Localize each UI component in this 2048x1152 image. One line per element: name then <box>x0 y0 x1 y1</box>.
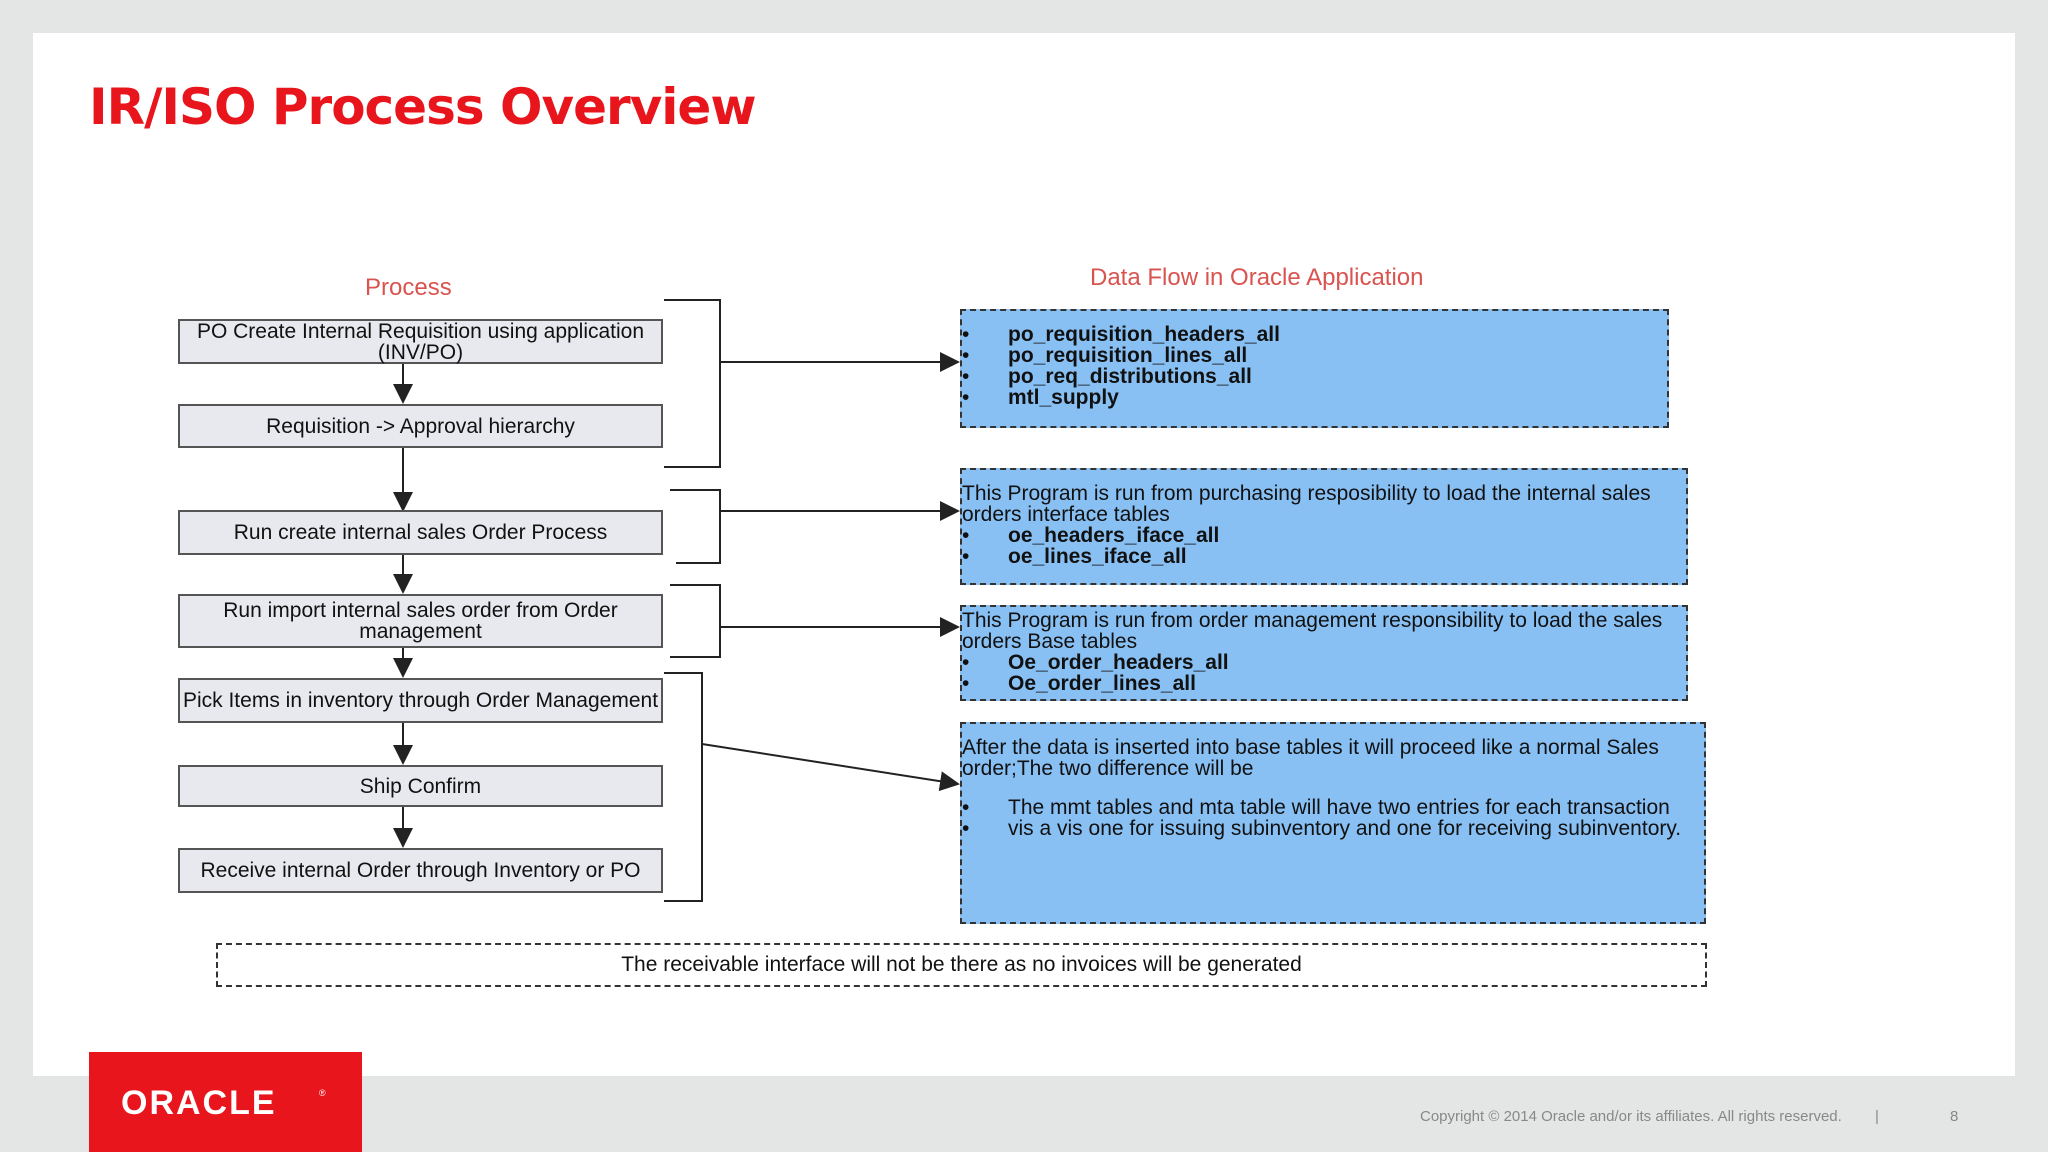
process-heading: Process <box>365 274 452 301</box>
slide-title: IR/ISO Process Overview <box>89 78 756 136</box>
process-step-6 <box>178 765 663 807</box>
dataflow-4-bullet-1: • The mmt tables and mta table will have two entries for each transaction <box>962 797 1700 818</box>
dataflow-4-bullet-2: • vis a vis one for issuing subinventory and one for receiving subinventory. <box>962 818 1700 839</box>
process-step-4 <box>178 594 663 648</box>
registered-mark-icon: ® <box>318 1088 326 1098</box>
dataflow-box-2 <box>960 468 1688 585</box>
bracket-4 <box>664 673 702 901</box>
dataflow-box-1 <box>960 309 1669 428</box>
dataflow-box-4 <box>960 722 1706 924</box>
process-step-3-label: Run create internal sales Order Process <box>233 521 608 544</box>
dataflow-1-bullet-1: • po_requisition_headers_all <box>962 324 1667 345</box>
process-step-7-label: Receive internal Order through Inventory or PO <box>200 859 641 882</box>
flow-arrow-4 <box>702 744 958 784</box>
process-step-7 <box>178 848 663 893</box>
dataflow-3-bullet-1: • Oe_order_headers_all <box>962 652 1682 673</box>
dataflow-4-intro: After the data is inserted into base tables it will proceed like a normal Sales order;The two difference will be <box>962 736 1659 780</box>
dataflow-3-intro: This Program is run from order management responsibility to load the sales orders Base tables <box>962 609 1663 653</box>
receivable-note: The receivable interface will not be there as no invoices will be generated <box>216 943 1707 987</box>
copyright-text: Copyright © 2014 Oracle and/or its affiliates. All rights reserved. <box>1420 1108 1842 1125</box>
oracle-logo <box>89 1052 362 1152</box>
process-step-3 <box>178 510 663 555</box>
dataflow-1-bullet-2: • po_requisition_lines_all <box>962 345 1667 366</box>
process-step-2 <box>178 404 663 448</box>
dataflow-1-bullet-4: • mtl_supply <box>962 387 1667 408</box>
process-step-2-label: Requisition -> Approval hierarchy <box>266 414 575 438</box>
oracle-logo-wordmark <box>121 1082 331 1122</box>
dataflow-3-bullet-2: • Oe_order_lines_all <box>962 673 1682 694</box>
dataflow-2-bullet-2: • oe_lines_iface_all <box>962 546 1682 567</box>
process-step-5 <box>178 678 663 723</box>
bracket-1 <box>664 300 720 467</box>
dataflow-2-intro: This Program is run from purchasing resposibility to load the internal sales orders interface tables <box>962 482 1651 526</box>
dataflow-2-bullet-1: • oe_headers_iface_all <box>962 525 1682 546</box>
process-step-5-label: Pick Items in inventory through Order Management <box>182 689 659 712</box>
process-step-1-label: PO Create Internal Requisition using application (INV/PO) <box>196 319 645 364</box>
bracket-3 <box>670 585 720 657</box>
process-step-6-label: Ship Confirm <box>359 774 482 798</box>
process-step-1 <box>178 319 663 364</box>
dataflow-box-3 <box>960 605 1688 701</box>
bracket-2 <box>670 490 720 563</box>
oracle-logo-text: ORACLE <box>120 1084 277 1122</box>
process-step-4-label: Run import internal sales order from Order management <box>223 599 618 643</box>
footer-separator: | <box>1875 1108 1879 1125</box>
dataflow-1-bullet-3: • po_req_distributions_all <box>962 366 1667 387</box>
dataflow-heading: Data Flow in Oracle Application <box>1090 264 1424 291</box>
page-number: 8 <box>1950 1108 1959 1125</box>
